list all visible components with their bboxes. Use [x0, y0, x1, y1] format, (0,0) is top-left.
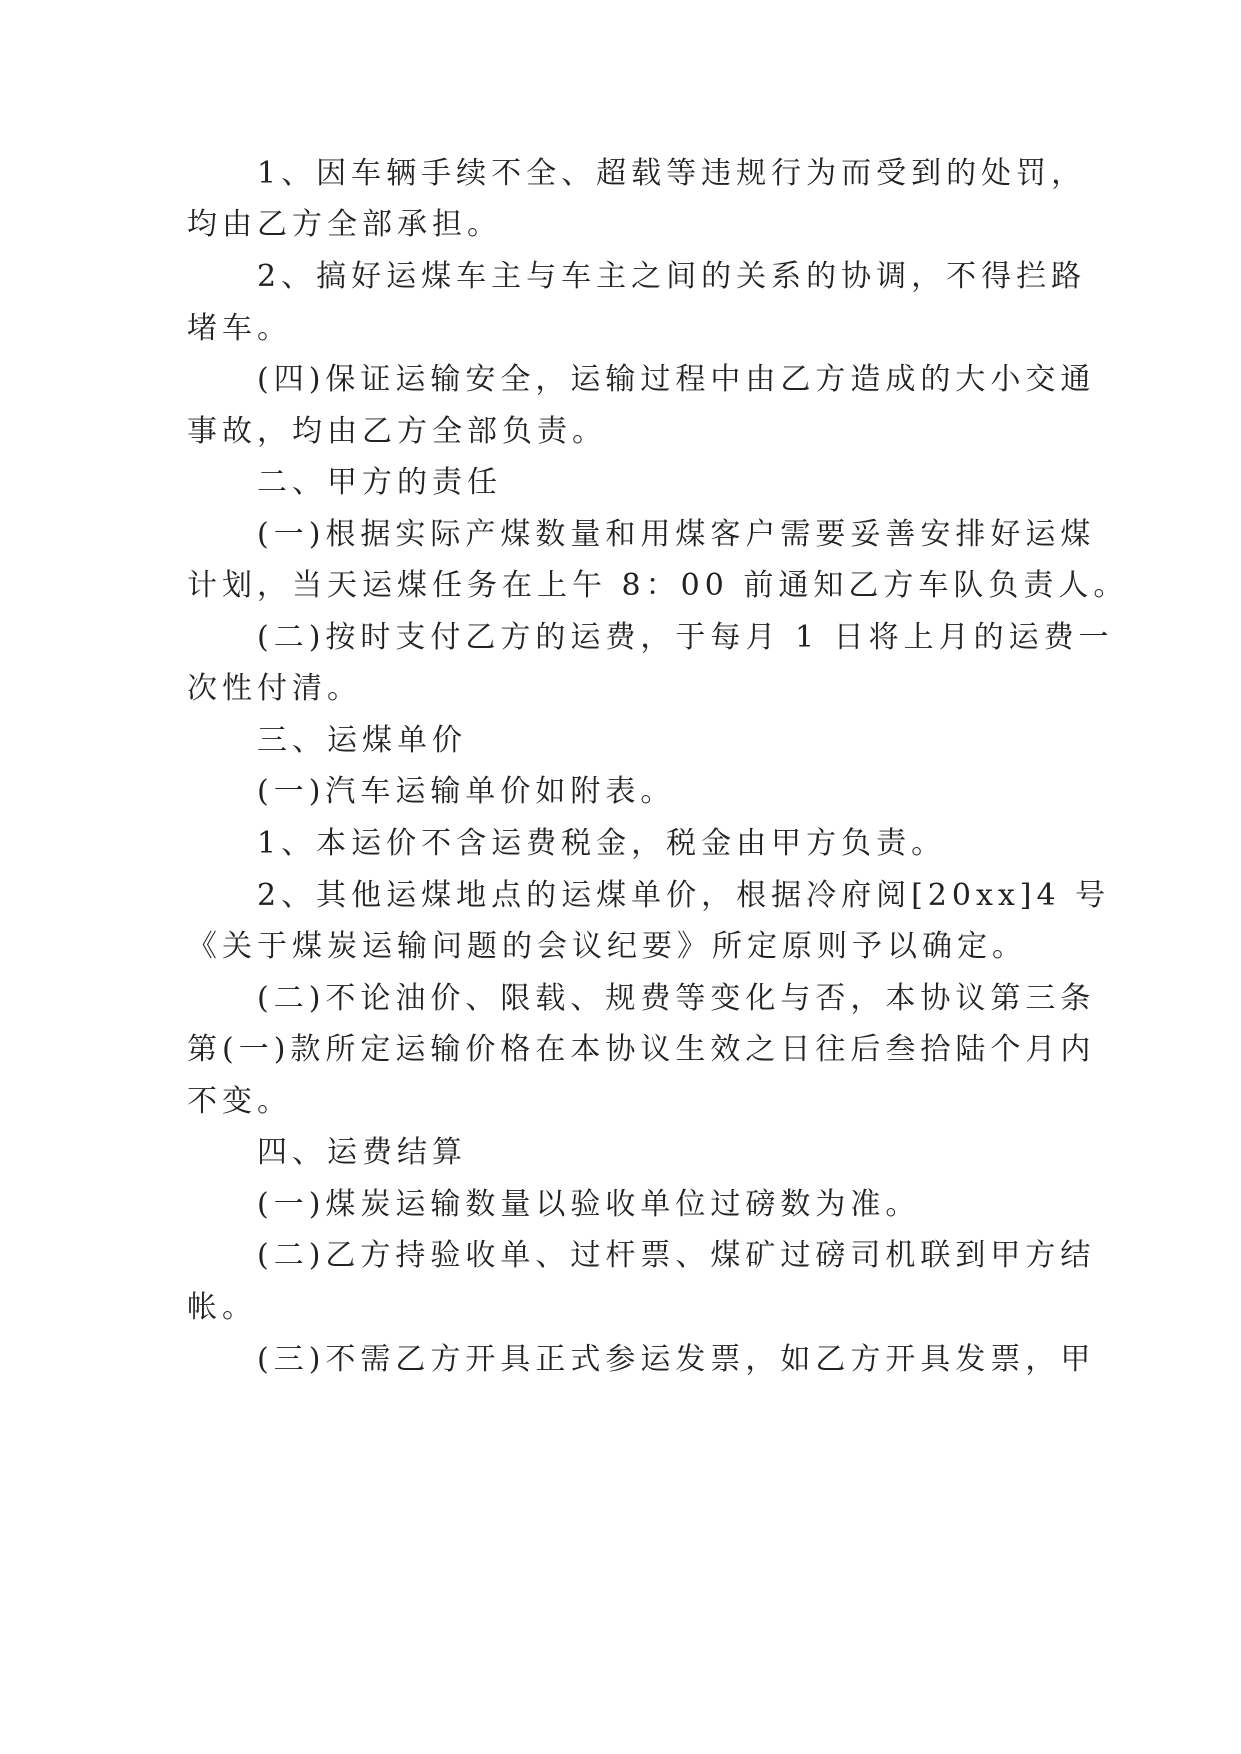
- paragraph-line: 2、搞好运煤车主与车主之间的关系的协调，不得拦路: [257, 259, 1087, 294]
- paragraph-line: 1、因车辆手续不全、超载等违规行为而受到的处罚，: [257, 156, 1087, 191]
- paragraph-line: (一)煤炭运输数量以验收单位过磅数为准。: [257, 1187, 921, 1222]
- paragraph-line: 2、其他运煤地点的运煤单价，根据冷府阅[20xx]4 号: [257, 878, 1111, 913]
- paragraph-line: (二)乙方持验收单、过杆票、煤矿过磅司机联到甲方结: [257, 1238, 1096, 1273]
- paragraph-line: 均由乙方全部承担。: [187, 207, 502, 242]
- paragraph-line: 第(一)款所定运输价格在本协议生效之日往后叁拾陆个月内: [187, 1032, 1096, 1067]
- paragraph-line: 1、本运价不含运费税金，税金由甲方负责。: [257, 826, 947, 861]
- paragraph-line: 不变。: [187, 1084, 292, 1119]
- paragraph-line: (一)根据实际产煤数量和用煤客户需要妥善安排好运煤: [257, 517, 1096, 552]
- section-heading: 二、甲方的责任: [257, 465, 502, 500]
- paragraph-line: (四)保证运输安全，运输过程中由乙方造成的大小交通: [257, 362, 1096, 397]
- section-heading: 四、运费结算: [257, 1135, 467, 1170]
- paragraph-line: 帐。: [187, 1290, 257, 1325]
- paragraph-line: (二)按时支付乙方的运费，于每月 1 日将上月的运费一: [257, 620, 1114, 655]
- paragraph-line: 《关于煤炭运输问题的会议纪要》所定原则予以确定。: [187, 929, 1027, 964]
- paragraph-line: 堵车。: [187, 311, 292, 346]
- paragraph-line: 计划，当天运煤任务在上午 8：00 前通知乙方车队负责人。: [187, 568, 1129, 603]
- paragraph-line: (一)汽车运输单价如附表。: [257, 774, 676, 809]
- paragraph-line: 次性付清。: [187, 671, 362, 706]
- section-heading: 三、运煤单价: [257, 723, 467, 758]
- paragraph-line: 事故，均由乙方全部负责。: [187, 414, 607, 449]
- paragraph-line: (二)不论油价、限载、规费等变化与否，本协议第三条: [257, 981, 1096, 1016]
- paragraph-line: (三)不需乙方开具正式参运发票，如乙方开具发票，甲: [257, 1342, 1096, 1377]
